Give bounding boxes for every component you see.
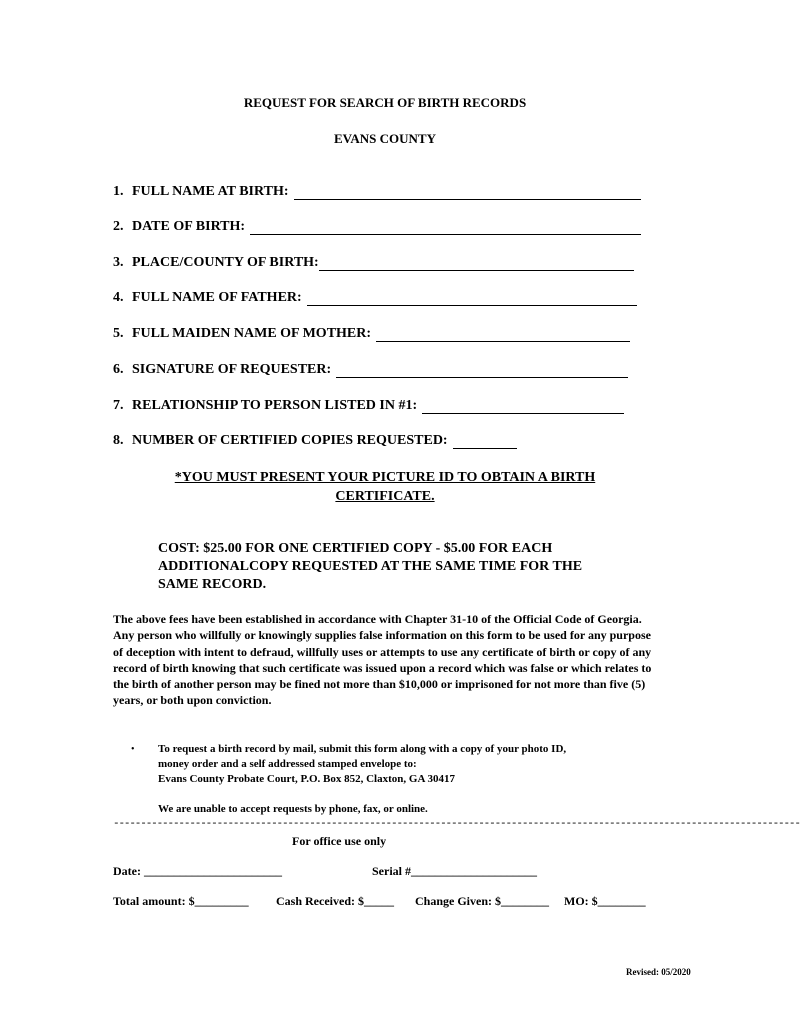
mail-line-1: To request a birth record by mail, submit this form along with a copy of your photo ID, <box>158 743 567 755</box>
field-place-county-of-birth <box>113 255 634 271</box>
cost-line-1: COST: $25.00 FOR ONE CERTIFIED COPY - $5.00 FOR EACH <box>158 541 553 556</box>
office-total-amount: Total amount: $_________ <box>113 894 249 908</box>
field-number: 2. <box>113 219 124 234</box>
field-number: 7. <box>113 398 124 413</box>
mail-line-2: money order and a self addressed stamped envelope to: <box>158 758 417 770</box>
field-number: 4. <box>113 290 124 305</box>
field-full-name-at-birth <box>113 184 641 200</box>
field-full-name-of-father <box>113 290 637 306</box>
field-full-maiden-name-of-mother <box>113 326 630 342</box>
office-change-given: Change Given: $________ <box>415 894 550 908</box>
cost-statement <box>158 540 582 594</box>
office-mo: MO: $________ <box>564 894 646 908</box>
picture-id-notice <box>0 468 770 506</box>
bullet-icon: • <box>131 744 135 755</box>
notice-line-2: CERTIFICATE. <box>335 489 435 504</box>
field-number: 1. <box>113 184 124 199</box>
signature-of-requester-line[interactable] <box>336 363 628 378</box>
field-label: PLACE/COUNTY OF BIRTH: <box>132 255 319 270</box>
relationship-line[interactable] <box>422 399 624 414</box>
field-label: FULL MAIDEN NAME OF MOTHER: <box>132 326 372 341</box>
number-of-copies-line[interactable] <box>453 434 517 449</box>
full-name-of-father-line[interactable] <box>307 291 637 306</box>
notice-line-1: *YOU MUST PRESENT YOUR PICTURE ID TO OBTAIN A BIRTH <box>174 470 596 485</box>
no-requests-notice: We are unable to accept requests by phone, fax, or online. <box>158 803 428 815</box>
field-label: RELATIONSHIP TO PERSON LISTED IN #1: <box>132 398 418 413</box>
form-title: REQUEST FOR SEARCH OF BIRTH RECORDS <box>243 95 527 110</box>
office-cash-received: Cash Received: $_____ <box>276 894 394 908</box>
date-of-birth-line[interactable] <box>250 220 641 235</box>
field-number: 5. <box>113 326 124 341</box>
office-date-field: Date: _______________________ <box>113 864 282 878</box>
office-serial-field: Serial #_____________________ <box>372 864 537 878</box>
office-use-heading: For office use only <box>292 834 387 848</box>
field-signature-of-requester <box>113 362 628 378</box>
cost-line-2: ADDITIONALCOPY REQUESTED AT THE SAME TIME FOR THE <box>158 559 583 574</box>
field-number: 8. <box>113 433 124 448</box>
field-relationship <box>113 398 624 414</box>
field-label: FULL NAME AT BIRTH: <box>132 184 289 199</box>
cost-line-3: SAME RECORD. <box>158 577 267 592</box>
field-number: 6. <box>113 362 124 377</box>
field-date-of-birth <box>113 219 641 235</box>
revised-date: Revised: 05/2020 <box>626 967 691 977</box>
field-label: FULL NAME OF FATHER: <box>132 290 302 305</box>
field-label: DATE OF BIRTH: <box>132 219 246 234</box>
field-number-of-copies <box>113 433 517 449</box>
field-number: 3. <box>113 255 124 270</box>
legal-notice: The above fees have been established in accordance with Chapter 31-10 of the Official Code of Georgia. Any person who willfully or knowingly supplies false information on this form to be used for any purpose of deception with intent to defraud, willfully uses or attempts to use any certificate of birth or copy of any record of birth knowing that such certificate was issued upon a record which was false or which relates to the birth of another person may be fined not more than $10,000 or imprisoned for not more than five (5) years, or both upon conviction. <box>113 612 652 708</box>
full-maiden-name-of-mother-line[interactable] <box>376 327 630 342</box>
office-divider: ------------------------------------------------------------------------------------------------------------------------------ <box>113 818 800 830</box>
county-name: EVANS COUNTY <box>334 131 436 146</box>
mail-address: Evans County Probate Court, P.O. Box 852, Claxton, GA 30417 <box>158 773 456 785</box>
field-label: NUMBER OF CERTIFIED COPIES REQUESTED: <box>132 433 448 448</box>
full-name-at-birth-line[interactable] <box>294 185 641 200</box>
mail-instructions <box>158 742 566 787</box>
place-county-of-birth-line[interactable] <box>319 256 634 271</box>
field-label: SIGNATURE OF REQUESTER: <box>132 362 332 377</box>
